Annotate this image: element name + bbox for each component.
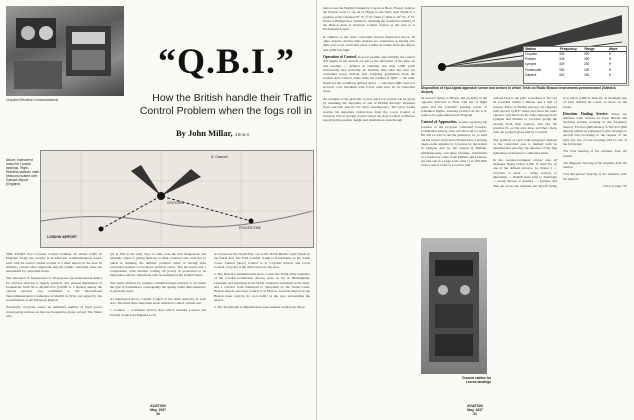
left-page-footer [130,404,186,416]
table-header-cell: Range [584,47,595,51]
footer-page-number: 30 [156,412,160,416]
author-byline [176,128,250,138]
footer-date: May, 1937 [467,408,483,412]
right-column-2 [421,96,487,234]
table-cell: 200 [584,62,590,67]
paragraph: As mentioned above, Central Control is the chief authority in each area. The three more important areas with their control centrals are: [110,296,206,305]
table-cell: H [608,57,612,62]
photo-caption: Croydon Electrical Communications [6,98,59,102]
table-cell: H [608,52,612,56]
footer-magazine: AVIATION [150,404,166,408]
paragraph: Nationally, everyone wants an unlimited number of high power broadcasting stations on the low frequencies (long waves). The States who [6,305,102,318]
table-body [524,52,626,78]
table-cell: H [608,72,612,77]
paragraph: radioed back to the pilot. A position or 'fix' can be provided within a minute and a half of request. Pilots of British Airways are supplied with special 'Q.D.F.' maps and often the radio operator will intercept the radio message from Lympne and Pulham to Croydon giving the bearing from their stations, and plot his position fix on his own map, and then check with the position given him by Croydon. [493,96,557,135]
table-cell: 330 [559,67,565,72]
table-cell: 332 [559,72,565,77]
paragraph: The True bearing of the airplane from the station. [563,149,627,158]
continued-note: (Turn to page 70) [603,184,627,189]
table-cell: Portsmouth [525,67,542,72]
map-label-place1: FOLKESTONE [239,226,262,230]
paragraph: An example of the principle of area and local control can be given by assuming the departure of one of British Airways' airplanes from Gatwick airport, the line's headquarters. The pilot would receive his departure instructions from the Local Control at Gatwick, but on leaving would contact the Area Control at Heston, reporting his position, height and destination, even though [323,96,415,123]
paragraph: as Clacton in the North East, out to the North Hinder Light Vessel in the North Sea; and from London, South to Portsmouth on the South Coast. Central (Area) Control is at Croydon Airport and Local Control, Croydon is the chief airport in the area. [214,252,310,269]
left-column-1 [6,252,102,404]
map-drawing [41,151,313,247]
table-header-cell: Frequency [560,47,577,51]
left-column-3 [214,252,310,404]
paragraph: ham across the English Channel to Cap de la Heve, France; follows the French coast to cap de la Hague to the West; then North to a position in the Channel 50° N, 2° W. Then 1° West to 50° N., 3° W. North to Bridgewater, Somerset, rejoining the southern boundary of the Heston Area at Andover. Central control of the area is at Portsmouth Airport. [323,6,415,32]
paragraph: The position of each radio-equipped airplane in the controlled area is marked with an identification pin-flag, the direction of the flag indicating an inbound or outbound plane. [493,137,557,155]
paragraph [323,55,415,94]
section-heading: Operation of Control. [323,54,357,59]
airway-map [40,150,314,248]
table-cell: 328 [559,57,565,62]
right-column-1 [323,6,415,398]
paragraph [421,120,487,167]
table-cell: 300 [584,52,590,56]
map-label-north: N. Channel [211,155,228,159]
instrument-panel-icon [6,6,124,96]
paragraph [563,112,627,146]
table-cell: Lympne [525,62,537,67]
radio-caption: Ground station for Lorenz landings [462,376,491,384]
paragraph: THE YEARS had Croydon Control handled all airline traffic in England. Today the country is divided into Communications Areas, each with its control central located at a chief airport in the area. In addition, certain other important airports within controlled areas are surrounded by controlled zones. [6,252,102,274]
table-header-cell: Station [525,47,537,51]
right-column-3 [493,96,627,398]
map-caption: Above, Instrument board for London landings. Right, Wireless stations mark beacons located over Gatwick Airport (England) [6,158,40,186]
radio-station-photo [421,238,487,374]
footer-magazine: AVIATION [467,404,483,408]
table-row [524,73,626,78]
map-label-place3: CROYDON [167,201,184,205]
paragraph: The bands allotted for aviation communications restricts to an extent the type of transmitters, consequently the quality rather than telephony is generally used. [110,280,206,294]
paragraph: 3. The Portsmouth Communication Area extends south from Shore- [214,305,306,310]
right-page-footer [447,404,503,416]
subtitle-line-2: Control Problem when the fogs roll in [139,105,312,117]
table-cell: Gatwick [525,72,537,77]
diagram-caption: Disposition of equi-signal approach sector and sectors in which Tests on Radio Beacon Instruments predominated (Gatwick Airport) [421,86,616,94]
control-room-photo [6,6,124,96]
paragraph-text: There are nineteen radio stations in Great Britain and Northern Ireland working in the frequency band of 333 Kcs (900 meters) to 365 Kcs (826 meters) which are equipped to give bearings to aircraft and according to the request of the pilot any one of four bearings will be one of the following: [563,111,627,146]
paragraph: 1. London — Continent Airway Area which includes London and broadly South East England as far [110,308,206,317]
paragraph: he was not flying to Heston, but probably in the opposite direction to Paris. The use of flight plans and the scientific training course of scheduled flights, standard practice in the U.S. seem to be quite unknown in England. [421,96,487,118]
paragraph: In addition to the radio controlled airports mentioned above, all other airports, having radio stations are considered as having also their own local controlled areas 5 miles in radius from the airport and 2,000 feet high. [323,34,415,52]
paragraph: 2. The Heston Communication Area, covers the North-West boundary of the London-Continental Airway Area as far as Birmingham, Leicester, and Aberdeen in the North, Anderson Guildford to the West, and a corridor from Guildford to Shoreham on the South Coast. Heston Airport and Area Central is at Heston. Gatwick Airport in the Heston Area controls its own traffic in the area surrounding the airport. [214,272,310,302]
table-cell: Croydon [525,52,538,56]
paragraph: In the London-Continent airway area all airplanes flying below 2,000 ft. must fly on one of the defined airways, i.e. Route 1 — Croydon to Kent — along railway to Merstham — Redhill (turn left) to Tonbridge — along railway to Ashford — Lympne and then out across the Channel. All aircraft flying at or below 2,000 ft. must fly on the Right side of such defined air routes as those on the tracks. [493,96,627,188]
paragraph: got in first in the early days of radio took the best frequencies and naturally object to giving them up to other countries who were not so quick at realizing the intrinsic political value of having state controlled stations to broadcast political views. The net result was a compromise, with aviation coming off poorly in proportion to its importance and in comparison with its standing in the United States. [110,252,206,278]
table-cell: Pulham [525,57,536,62]
article-subtitle [120,92,312,118]
subtitle-line-1: How the British handle their Traffic [152,92,312,104]
author-suffix: A.R.Ae.S. [234,132,250,137]
footer-page-number: 31 [473,412,477,416]
paragraph: The Magnetic bearing of the airplane from the Station. [563,160,627,170]
left-column-2 [110,252,206,404]
station-table [523,46,627,84]
radio-equipment-icon [421,238,487,374]
table-cell: 333 [559,52,565,56]
article-title: “Q.B.I.” [158,41,296,81]
section-heading: Control of Approaches. [421,120,458,125]
table-header-cell: Wave [608,47,618,51]
table-cell: 250 [584,57,590,62]
paragraph: The allocation of frequencies for all purposes (an international matter for obvious reasons) is largely political. The present distribution of frequencies from 30 to 60,000 Kcs (10,000 to 5 meters) among the various services was confirmed at the International Telecommunication Conference at Madrid in 1932, and agreed by the Governments of the European Region. [6,276,102,302]
table-cell: H [608,67,612,72]
table-cell: 150 [584,67,590,72]
paragraph-text: In good weather and visibility the control and height of the aircraft are left to the discretion of the pilot. In bad weather — defined as visibility less than 1,000 yards horizontally and vertically, no machine may enter the 'area' (or controlled zone) without first obtaining permission from the Central Area Control. Thus when the weather is 'QBI' — the radio signal for the conditions defined above — and when QBI control is in force, only machines with 2-way radio may fly in controlled areas. [323,54,415,94]
footer-date: May, 1937 [150,408,166,412]
paragraph: True Reciprocal bearing of the airplane from the Station. [563,172,627,181]
right-page [317,0,634,420]
map-label-place2: LONDON AIRPORT [47,235,77,239]
table-cell: H [608,62,612,67]
author-name: By John Millar, [176,128,233,138]
table-cell: 150 [584,72,590,77]
table-cell: 329 [559,62,565,67]
section-heading: Direction Finding Service. [563,111,609,116]
paragraph-text: A pilot reporting his position to the Croydon controlled London-Continental Airway Area will first call Croydon. He will be told to run his generator, i.e. to send out his carrier wave and will then have a bearing taken on his airplane by Croydon, by the station at Lympne and by the station at Pulham, simultaneously, and these bearings, transmitted to Croydon by radio from Pulham and Lympne, are laid out on a large scale chart (1 in 250,000) in the control tower at Croydon, and [421,120,487,168]
